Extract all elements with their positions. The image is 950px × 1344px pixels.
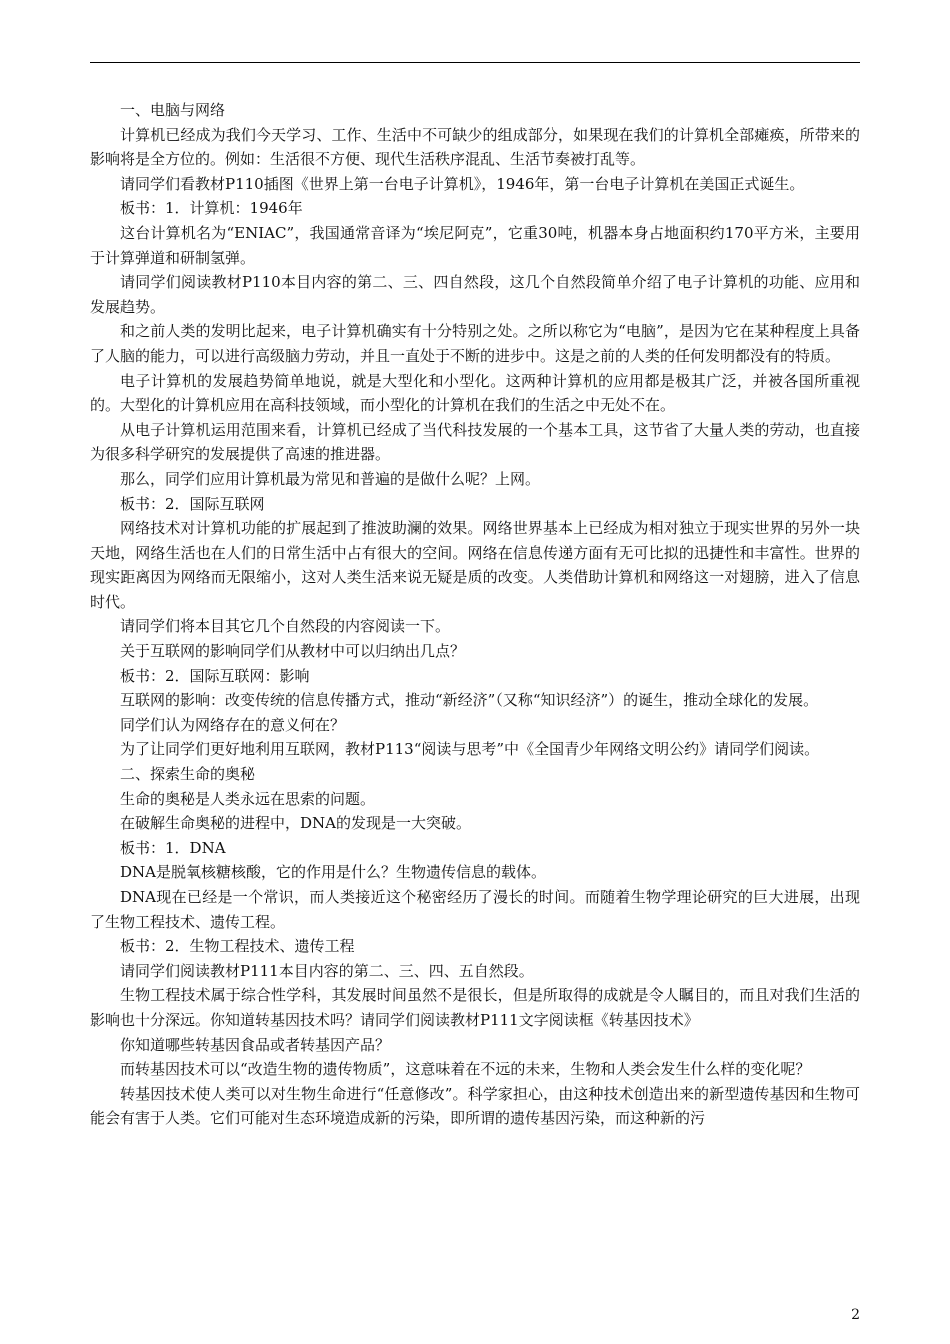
blackboard-note: 板书：2．国际互联网	[120, 494, 265, 513]
paragraph: 生命的奥秘是人类永远在思索的问题。	[120, 789, 376, 808]
paragraph: DNA现在已经是一个常识，而人类接近这个秘密经历了漫长的时间。而随着生物学理论研究的巨大进展，出现了生物工程技术、遗传工程。	[90, 888, 860, 931]
paragraph: 转基因技术使人类可以对生物生命进行“任意修改”。科学家担心，由这种技术创造出来的新型遗传基因和生物可能会有害于人类。它们可能对生态环境造成新的污染，即所谓的遗传基因污染，而这种新的污	[90, 1084, 860, 1128]
paragraph: 计算机已经成为我们今天学习、工作、生活中不可缺少的组成部分，如果现在我们的计算机全部瘫痪，所带来的影响将是全方位的。例如：生活很不方便、现代生活秩序混乱、生活节奏被打乱等。	[90, 125, 860, 169]
blackboard-note: 板书：2．生物工程技术、遗传工程	[120, 937, 355, 956]
paragraph: 这台计算机名为“ENIAC”，我国通常音译为“埃尼阿克”，它重30吨，机器本身占地面积约170平方米，主要用于计算弹道和研制氢弹。	[90, 223, 860, 267]
paragraph: DNA是脱氧核糖核酸，它的作用是什么？生物遗传信息的载体。	[120, 863, 546, 882]
paragraph: 关于互联网的影响同学们从教材中可以归纳出几点？	[120, 642, 466, 661]
paragraph: 从电子计算机运用范围来看，计算机已经成了当代科技发展的一个基本工具，这节省了大量人类的劳动，也直接为很多科学研究的发展提供了高速的推进器。	[90, 420, 860, 464]
paragraph: 为了让同学们更好地利用互联网，教材P113“阅读与思考”中《全国青少年网络文明公约》请同学们阅读。	[120, 740, 820, 759]
page-number: 2	[851, 1307, 860, 1323]
paragraph: 请同学们阅读教材P111本目内容的第二、三、四、五自然段。	[120, 961, 534, 980]
paragraph: 而转基因技术可以“改造生物的遗传物质”，这意味着在不远的未来，生物和人类会发生什么样的变化呢？	[120, 1060, 811, 1079]
paragraph: 同学们认为网络存在的意义何在？	[120, 715, 346, 734]
paragraph: 互联网的影响：改变传统的信息传播方式，推动“新经济”（又称“知识经济”）的诞生，推动全球化的发展。	[120, 691, 819, 710]
paragraph: 生物工程技术属于综合性学科，其发展时间虽然不是很长，但是所取得的成就是令人瞩目的，而且对我们生活的影响也十分深远。你知道转基因技术吗？请同学们阅读教材P111文字阅读框《转基因技术》	[90, 986, 860, 1029]
paragraph: 请同学们阅读教材P110本目内容的第二、三、四自然段，这几个自然段简单介绍了电子计算机的功能、应用和发展趋势。	[90, 273, 860, 316]
section-heading: 二、探索生命的奥秘	[120, 765, 256, 784]
blackboard-note: 板书：2．国际互联网：影响	[120, 666, 310, 685]
paragraph: 在破解生命奥秘的进程中，DNA的发现是一大突破。	[120, 814, 471, 833]
paragraph: 和之前人类的发明比起来，电子计算机确实有十分特别之处。之所以称它为“电脑”，是因为它在某种程度上具备了人脑的能力，可以进行高级脑力劳动，并且一直处于不断的进步中。这是之前的人类的任何发明都没有的特质。	[90, 322, 860, 365]
header-rule	[90, 62, 860, 63]
section-heading: 一、电脑与网络	[120, 101, 226, 119]
paragraph: 网络技术对计算机功能的扩展起到了推波助澜的效果。网络世界基本上已经成为相对独立于现实世界的另外一块天地，网络生活也在人们的日常生活中占有很大的空间。网络在信息传递方面有无可比拟的迅捷性和丰富性。世界的现实距离因为网络而无限缩小，这对人类生活来说无疑是质的改变。人类借助计算机和网络这一对翅膀，进入了信息时代。	[90, 519, 860, 611]
paragraph: 请同学们将本目其它几个自然段的内容阅读一下。	[120, 617, 451, 636]
paragraph: 电子计算机的发展趋势简单地说，就是大型化和小型化。这两种计算机的应用都是极其广泛，并被各国所重视的。大型化的计算机应用在高科技领域，而小型化的计算机在我们的生活之中无处不在。	[90, 371, 860, 415]
paragraph: 那么，同学们应用计算机最为常见和普遍的是做什么呢？上网。	[120, 469, 541, 488]
paragraph: 请同学们看教材P110插图《世界上第一台电子计算机》，1946年，第一台电子计算机在美国正式诞生。	[120, 174, 805, 193]
paragraph: 你知道哪些转基因食品或者转基因产品？	[120, 1035, 391, 1054]
document-body	[90, 98, 860, 1131]
blackboard-note: 板书：1．DNA	[120, 838, 226, 857]
blackboard-note: 板书：1．计算机：1946年	[120, 199, 303, 218]
